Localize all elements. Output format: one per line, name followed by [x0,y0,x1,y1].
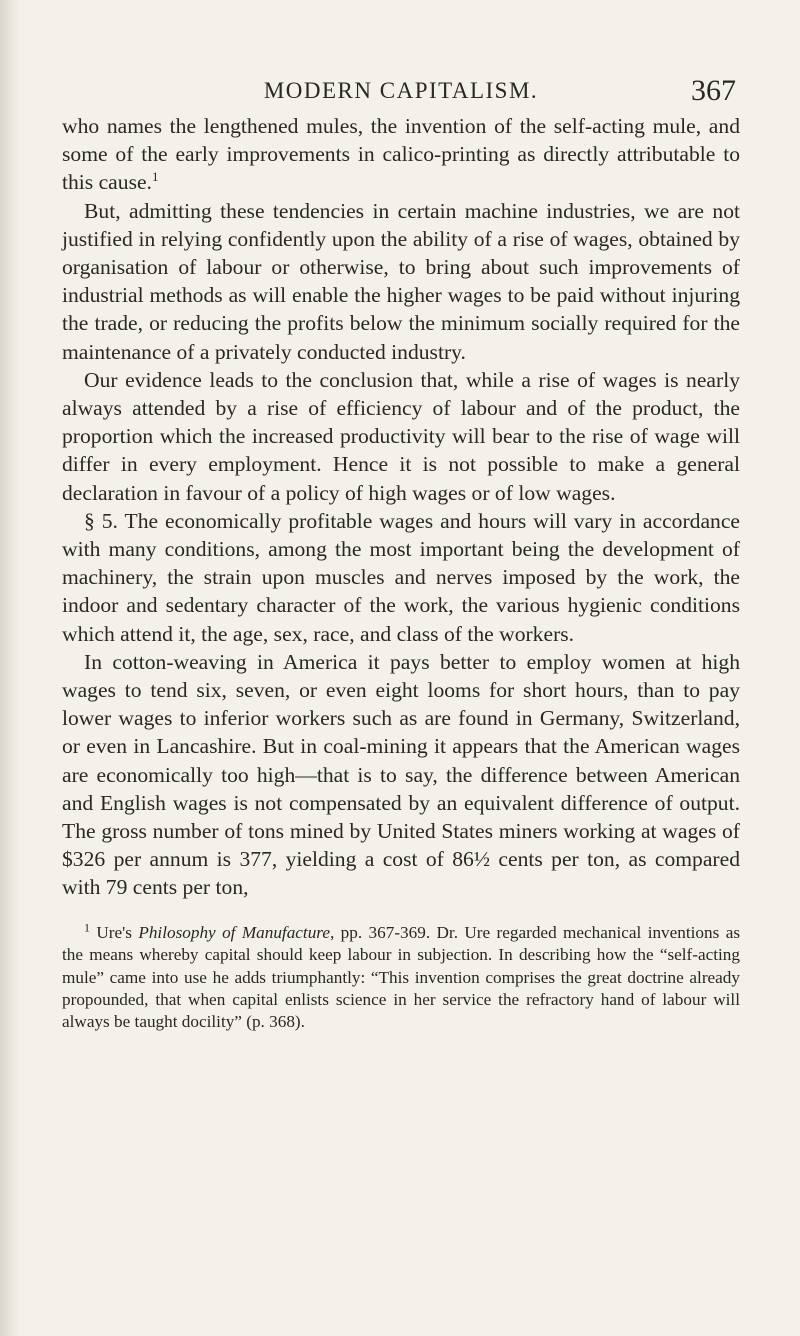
footnote-mark: 1 [84,919,90,934]
running-head [62,74,740,108]
paragraph-cotton-weaving: In cotton-weaving in America it pays better to employ women at high wages to tend six, seven, or even eight looms for short hours, than to pay lower wages to inferior workers such as are found in Germany, Switzerland, or even in Lancashire. But in coal-mining it appears that the American wages are economically too high—that is to say, the difference between American and English wages is not compensated by an equivalent difference of output. The gross number of tons mined by United States miners working at wages of $326 per annum is 377, yielding a cost of 86½ cents per ton, as compared with 79 cents per ton, [62,649,740,900]
book-gutter-shadow [0,0,20,1336]
paragraph-section-5: § 5. The economically profitable wages and hours will vary in accordance with many conditions, among the most important being the development of machinery, the strain upon muscles and nerves imposed by the work, the indoor and sedentary character of the work, the various hygienic conditions which attend it, the age, sex, race, and class of the workers. [62,508,740,646]
footnote-author: Ure's [96,922,132,942]
body-text [62,112,740,902]
footnote-book-title: Philosophy of Manufacture, [138,922,335,942]
paragraph-machine-industries: But, admitting these tendencies in certain machine industries, we are not justified in relying confidently upon the ability of a rise of wages, obtained by organisation of labour or otherwise, to bring about such improvements of industrial methods as will enable the higher wages to be paid without injuring the trade, or reducing the profits below the minimum socially required for the maintenance of a privately conducted industry. [62,198,740,364]
paragraph-continued-text: who names the lengthened mules, the invention of the self-acting mule, and some of the early improvements in calico-printing as directly attributable to this cause. [62,114,740,195]
paragraph-evidence-conclusion: Our evidence leads to the conclusion that, while a rise of wages is nearly always attended by a rise of efficiency of labour and of the product, the proportion which the increased productivity will bear to the rise of wage will differ in every employment. Hence it is not possible to make a general declaration in favour of a policy of high wages or of low wages. [62,367,740,505]
footnote-reference: 1 [151,169,159,185]
footnote-1 [62,919,741,1034]
running-title: MODERN CAPITALISM. [263,78,539,103]
footnotes [62,919,741,1034]
page-number: 367 [691,74,736,107]
paragraph-continued [62,112,740,197]
footnote-text: pp. 367-369. Dr. Ure regarded mechanical inventions as the means whereby capital should keep labour in subjection. In describing how the “self-acting mule” came into use he adds triumphantly: “This invention comprises the great doctrine already propounded, that when capital enlists science in her service the refractory hand of labour will always be taught docility” (p. 368). [62,922,741,1032]
book-page [62,74,741,1034]
